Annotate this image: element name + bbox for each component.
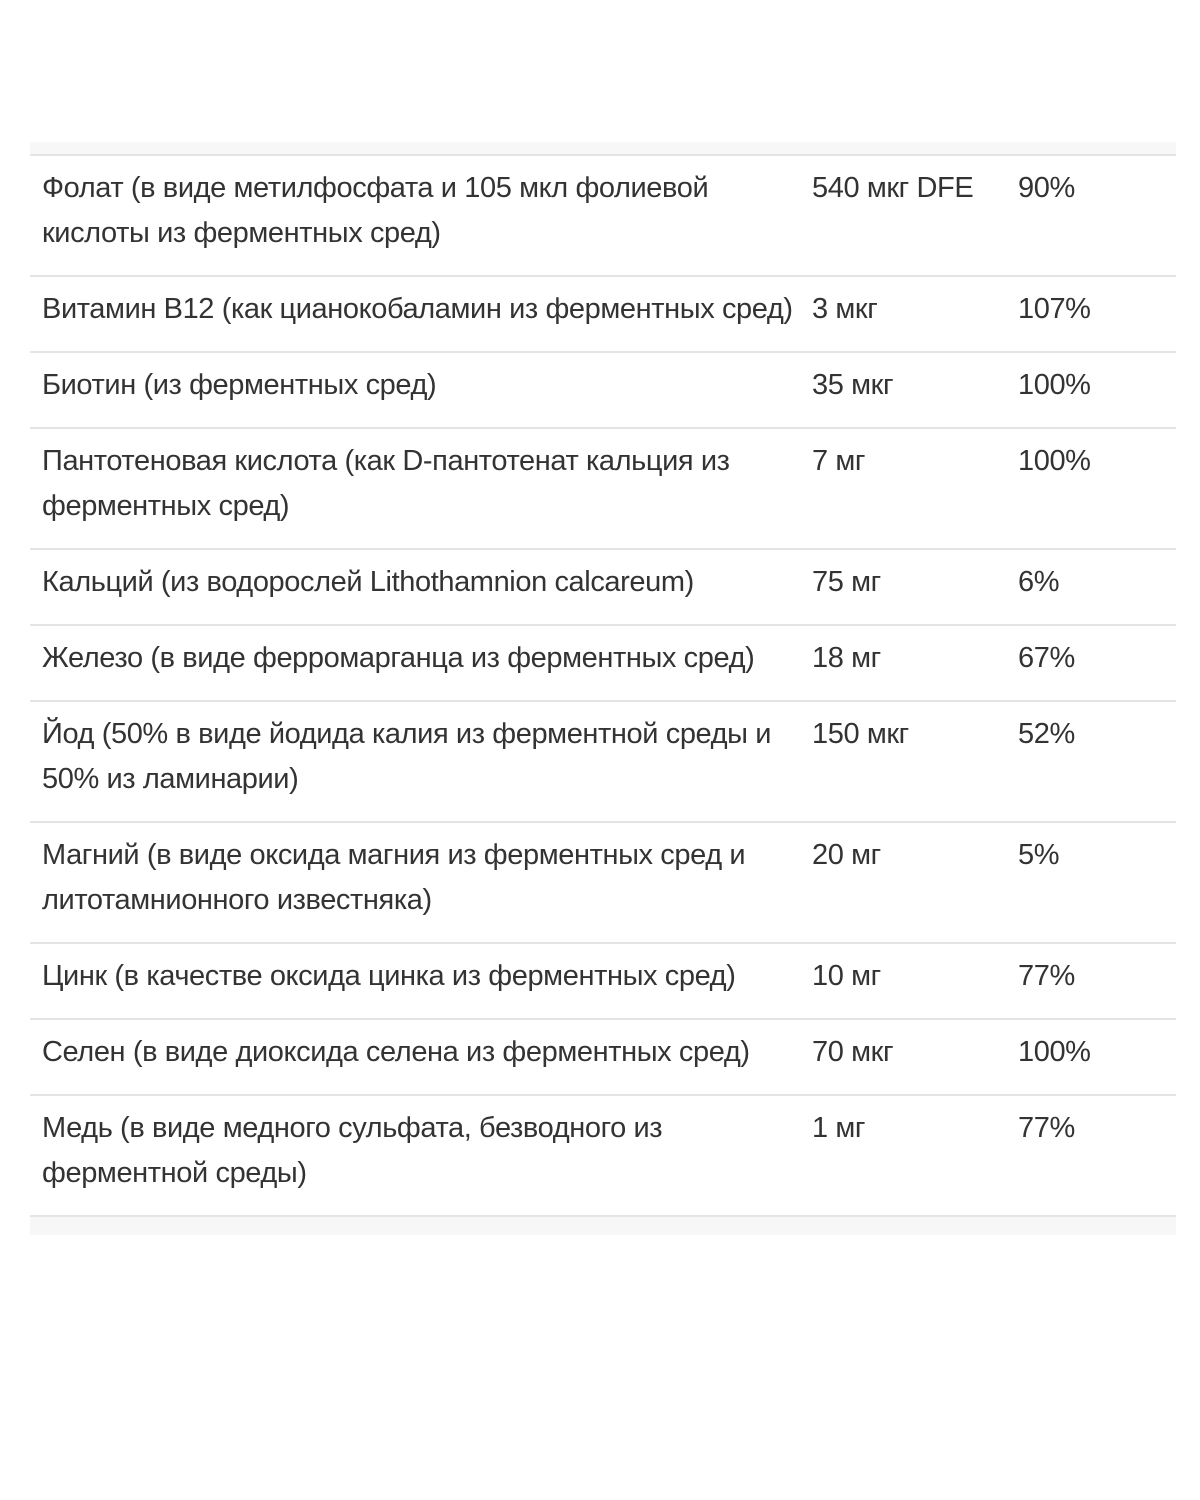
- nutrient-daily-value: 5%: [1018, 839, 1060, 871]
- nutrient-name: Железо (в виде ферромарганца из ферментных сред): [42, 642, 755, 674]
- nutrient-daily-value: 77%: [1018, 960, 1075, 992]
- nutrient-daily-value: 90%: [1018, 172, 1075, 204]
- nutrient-amount: 10 мг: [812, 960, 881, 992]
- table-row: [30, 549, 1176, 625]
- table-row: [30, 155, 1176, 276]
- table-row: [30, 352, 1176, 428]
- nutrient-name: Магний (в виде оксида магния из ферментных сред и литотамнионного известняка): [42, 839, 746, 916]
- nutrient-daily-value: 100%: [1018, 445, 1091, 477]
- nutrition-table-container: [30, 142, 1176, 1235]
- nutrient-name: Цинк (в качестве оксида цинка из ферментных сред): [42, 960, 736, 992]
- table-row: [30, 276, 1176, 352]
- nutrient-daily-value: 100%: [1018, 369, 1091, 401]
- nutrient-daily-value: 100%: [1018, 1036, 1091, 1068]
- nutrient-name: Пантотеновая кислота (как D-пантотенат кальция из ферментных сред): [42, 445, 730, 522]
- nutrient-daily-value: 6%: [1018, 566, 1060, 598]
- nutrient-amount: 70 мкг: [812, 1036, 894, 1068]
- nutrient-amount: 1 мг: [812, 1112, 866, 1144]
- nutrient-amount: 35 мкг: [812, 369, 894, 401]
- table-row: [30, 1095, 1176, 1216]
- nutrient-name: Йод (50% в виде йодида калия из ферментной среды и 50% из ламинарии): [42, 718, 772, 795]
- table-row: [30, 1019, 1176, 1095]
- nutrient-name: Селен (в виде диоксида селена из ферментных сред): [42, 1036, 750, 1068]
- nutrient-daily-value: 52%: [1018, 718, 1075, 750]
- table-row: [30, 428, 1176, 549]
- nutrient-amount: 540 мкг DFE: [812, 172, 974, 204]
- nutrient-amount: 7 мг: [812, 445, 866, 477]
- nutrient-amount: 150 мкг: [812, 718, 909, 750]
- nutrient-name: Витамин B12 (как цианокобаламин из ферментных сред): [42, 293, 793, 325]
- nutrition-table: [30, 154, 1176, 1217]
- nutrient-daily-value: 77%: [1018, 1112, 1075, 1144]
- nutrient-name: Фолат (в виде метилфосфата и 105 мкл фолиевой кислоты из ферментных сред): [42, 172, 709, 249]
- nutrient-name: Медь (в виде медного сульфата, безводного из ферментной среды): [42, 1112, 663, 1189]
- nutrient-amount: 3 мкг: [812, 293, 878, 325]
- table-row: [30, 625, 1176, 701]
- nutrient-amount: 75 мг: [812, 566, 881, 598]
- nutrient-daily-value: 67%: [1018, 642, 1075, 674]
- nutrient-name: Кальций (из водорослей Lithothamnion calcareum): [42, 566, 694, 598]
- table-row: [30, 822, 1176, 943]
- table-row: [30, 943, 1176, 1019]
- nutrient-amount: 20 мг: [812, 839, 881, 871]
- nutrient-daily-value: 107%: [1018, 293, 1091, 325]
- nutrient-name: Биотин (из ферментных сред): [42, 369, 437, 401]
- nutrient-amount: 18 мг: [812, 642, 881, 674]
- table-row: [30, 701, 1176, 822]
